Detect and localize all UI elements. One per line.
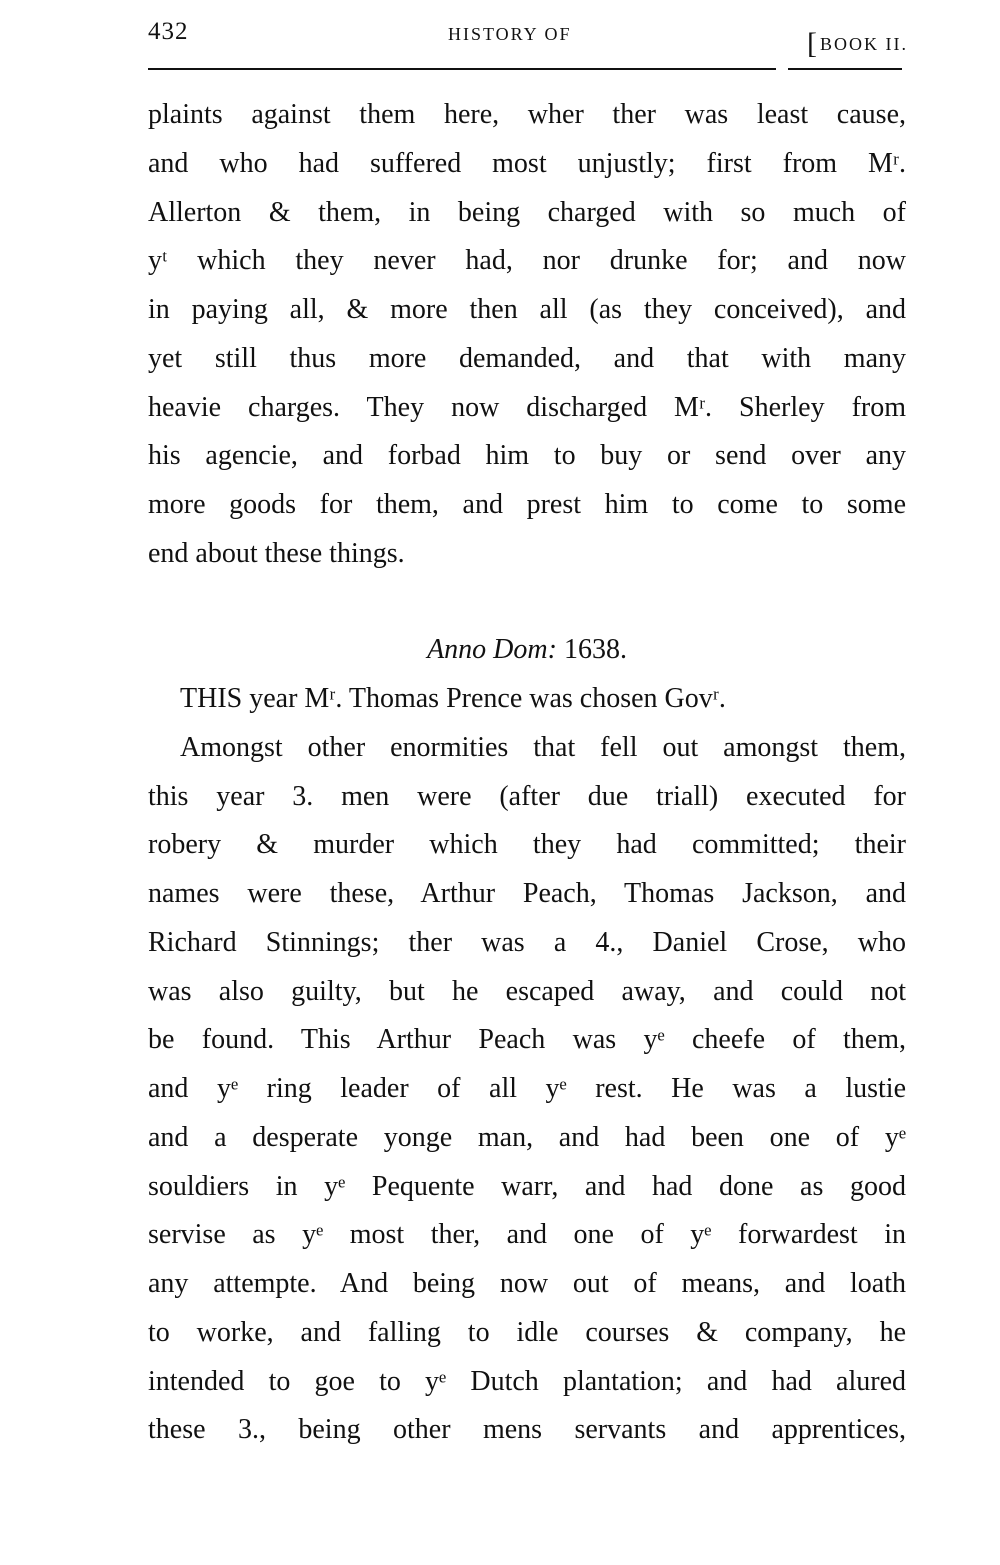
- text-line: yᵗ which they never had, nor drunke for; and now: [148, 245, 906, 277]
- text-line: these 3., being other mens servants and apprentices,: [148, 1414, 906, 1446]
- text-line: yet still thus more demanded, and that with many: [148, 342, 906, 374]
- text-line: souldiers in yᵉ Pequente warr, and had done as good: [148, 1170, 906, 1202]
- text-line: Amongst other enormities that fell out amongst them,: [180, 731, 906, 763]
- text-line: plaints against them here, wher ther was least cause,: [148, 99, 906, 130]
- text-line: THIS year Mʳ. Thomas Prence was chosen Govʳ.: [180, 683, 726, 714]
- text-line: servise as yᵉ most ther, and one of yᵉ forwardest in: [148, 1219, 906, 1251]
- paragraph-continuation: [148, 91, 906, 579]
- page-number: 432: [148, 18, 189, 45]
- text-line: to worke, and falling to idle courses & company, he: [148, 1316, 906, 1348]
- text-line: more goods for them, and prest him to come to some: [148, 489, 906, 520]
- header-rule-right: [788, 68, 902, 70]
- main-text: [148, 675, 906, 1455]
- text-line: was also guilty, but he escaped away, and could not: [148, 975, 906, 1007]
- page-header: [148, 12, 908, 60]
- header-rule-left: [148, 68, 776, 70]
- text-line: robery & murder which they had committed; their: [148, 829, 906, 861]
- book-reference-label: BOOK II.: [820, 34, 908, 54]
- running-title: HISTORY OF: [448, 24, 572, 44]
- text-line: heavie charges. They now discharged Mʳ. Sherley from: [148, 391, 906, 423]
- text-line: intended to goe to yᵉ Dutch plantation; and had alured: [148, 1365, 906, 1397]
- text-line: and yᵉ ring leader of all yᵉ rest. He was a lustie: [148, 1073, 906, 1104]
- text-line: be found. This Arthur Peach was yᵉ cheefe of them,: [148, 1024, 906, 1056]
- text-line: this year 3. men were (after due triall) executed for: [148, 780, 906, 812]
- text-line: end about these things.: [148, 537, 405, 569]
- section-heading-italic: Anno Dom:: [427, 634, 557, 665]
- text-line: and a desperate yonge man, and had been one of yᵉ: [148, 1121, 906, 1153]
- text-line: Richard Stinnings; ther was a 4., Daniel Crose, who: [148, 926, 906, 958]
- text-line: Allerton & them, in being charged with so much of: [148, 196, 906, 228]
- text-line: in paying all, & more then all (as they conceived), and: [148, 294, 906, 325]
- text-line: names were these, Arthur Peach, Thomas Jackson, and: [148, 878, 906, 909]
- bracket-glyph: [: [807, 27, 819, 60]
- section-heading: [148, 630, 906, 670]
- text-line: his agencie, and forbad him to buy or send over any: [148, 440, 906, 472]
- text-line: and who had suffered most unjustly; first from Mʳ.: [148, 147, 906, 179]
- text-line: any attempte. And being now out of means, and loath: [148, 1268, 906, 1299]
- book-reference: [807, 24, 908, 58]
- section-heading-year: 1638.: [563, 634, 627, 665]
